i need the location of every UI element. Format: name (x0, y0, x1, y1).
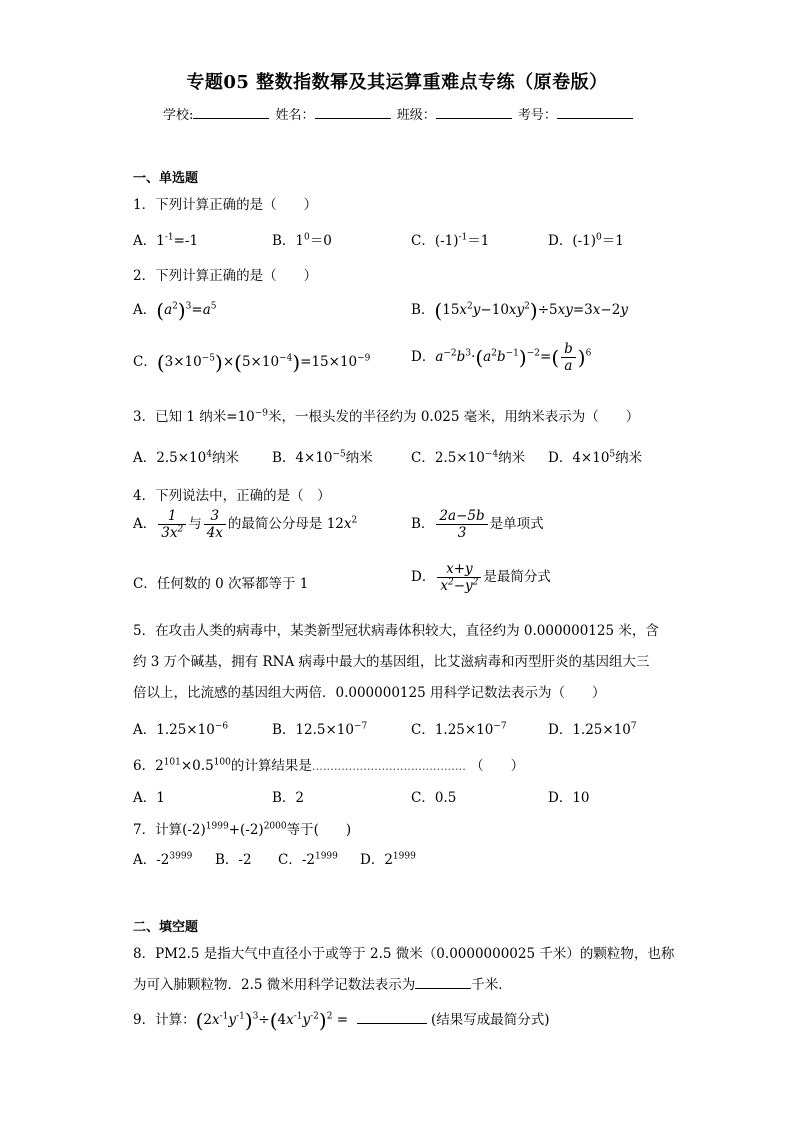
question-2-stem: 2．下列计算正确的是（ ） (133, 268, 318, 284)
question-5-line-1: 5．在攻击人类的病毒中，某类新型冠状病毒体积较大，直径约为 0.000000125 米，含 (133, 623, 659, 639)
name-blank[interactable] (315, 106, 391, 119)
exam-label: 考号： (517, 108, 557, 123)
question-5-line-3: 倍以上，比流感的基因组大两倍．0.000000125 用科学记数法表示为（ ） (133, 685, 606, 701)
q2-option-b[interactable]: B．$(15x^2y-10xy^2)\div 5xy=3x-2y$ (411, 298, 628, 323)
q5-option-c[interactable]: C．$1.25\times 10^{-7}$ (411, 721, 507, 738)
q5-option-a[interactable]: A．$1.25\times 10^{-6}$ (133, 721, 229, 738)
q9-answer-blank[interactable] (357, 1011, 427, 1024)
q6-option-b[interactable]: B．2 (272, 790, 305, 806)
q7-option-c[interactable]: C．$-2^{1999}$ (278, 851, 338, 868)
q4-option-b[interactable]: B． $\frac{2a-5b}{3}$ 是单项式 (411, 508, 544, 541)
name-label: 姓名： (275, 108, 315, 123)
q7-option-b[interactable]: B．-2 (215, 852, 252, 868)
q4-option-a[interactable]: A． $\frac{1}{3x^2}$ 与 $\frac{3}{4x}$ 的最简公分母是 $12x^2$ (133, 508, 358, 541)
question-4-stem: 4．下列说法中，正确的是（ ） (133, 488, 331, 504)
question-8-line-1: 8．PM2.5 是指大气中直径小于或等于 2.5 微米（0.0000000025 千米）的颗粒物，也称 (133, 946, 675, 962)
question-7-stem: 7．计算$(-2)^{1999}+(-2)^{2000}$等于( ) (133, 821, 352, 838)
q5-option-d[interactable]: D．$1.25\times 10^7$ (548, 721, 637, 738)
q4-option-c[interactable]: C．任何数的 0 次幂都等于 1 (133, 576, 309, 592)
q2-option-c[interactable]: C．$(3\times 10^{-5})\times(5\times 10^{-4})=15\times 10^{-9}$ (133, 350, 371, 375)
q1-option-b[interactable]: B．$1^0=0$ (272, 232, 332, 249)
q3-option-a[interactable]: A．$2.5\times 10^4$纳米 (133, 449, 239, 466)
q1-option-c[interactable]: C．$(-1)^{-1}=1$ (411, 232, 490, 249)
q4-option-d[interactable]: D． $\frac{x+y}{x^2-y^2}$ 是最简分式 (411, 561, 551, 594)
class-label: 班级： (396, 108, 436, 123)
question-9-stem: 9．计算：$(2x^{-1}y^{-1})^3\div(4x^{-1}y^{-2})^2$ = (结果写成最简分式) (133, 1008, 550, 1033)
q6-leader-dots: …………………………………… (311, 760, 466, 773)
q7-option-d[interactable]: D．$2^{1999}$ (360, 851, 416, 868)
page-title: 专题05 整数指数幂及其运算重难点专练（原卷版） (186, 72, 608, 93)
exam-blank[interactable] (557, 106, 633, 119)
question-1-stem: 1．下列计算正确的是（ ） (133, 197, 318, 213)
school-label: 学校: (163, 108, 194, 123)
q3-option-d[interactable]: D．$4\times 10^5$纳米 (548, 449, 643, 466)
question-8-line-2: 为可入肺颗粒物．2.5 微米用科学记数法表示为 千米． (133, 977, 512, 993)
section-fill-in: 二、填空题 (133, 920, 199, 935)
class-blank[interactable] (436, 106, 512, 119)
q6-option-d[interactable]: D．10 (548, 790, 590, 806)
school-blank[interactable] (193, 106, 269, 119)
q8-answer-blank[interactable] (415, 976, 471, 989)
q7-option-a[interactable]: A．$-2^{3999}$ (133, 851, 193, 868)
section-single-choice: 一、单选题 (133, 171, 199, 186)
q3-option-c[interactable]: C．$2.5\times 10^{-4}$纳米 (411, 449, 526, 466)
q6-option-c[interactable]: C．0.5 (411, 790, 457, 806)
q5-option-b[interactable]: B．$12.5\times 10^{-7}$ (272, 721, 368, 738)
q1-option-d[interactable]: D．$(-1)^0=1$ (548, 232, 624, 249)
student-info-line (163, 104, 635, 123)
q6-option-a[interactable]: A．1 (133, 790, 165, 806)
question-6-stem: 6．$2^{101}\times 0.5^{100}$的计算结果是…………………………………… （ ） (133, 757, 525, 774)
question-3-stem: 3．已知 1 纳米$=10^{-9}$米，一根头发的半径约为 0.025 毫米，用纳米表示为（ ） (133, 408, 640, 425)
q2-option-a[interactable]: A．$(a^2)^3=a^5$ (133, 298, 217, 323)
q2-option-d[interactable]: D．$a^{-2}b^3\cdot(a^2b^{-1})^{-2}=$( $\frac{b}{a}$ )$^6$ (411, 341, 592, 374)
q3-option-b[interactable]: B．$4\times 10^{-5}$纳米 (272, 449, 373, 466)
question-5-line-2: 约 3 万个碱基，拥有 RNA 病毒中最大的基因组，比艾滋病毒和丙型肝炎的基因组大三 (133, 654, 650, 670)
q1-option-a[interactable]: A．$1^{-1}=-1$ (133, 232, 199, 249)
